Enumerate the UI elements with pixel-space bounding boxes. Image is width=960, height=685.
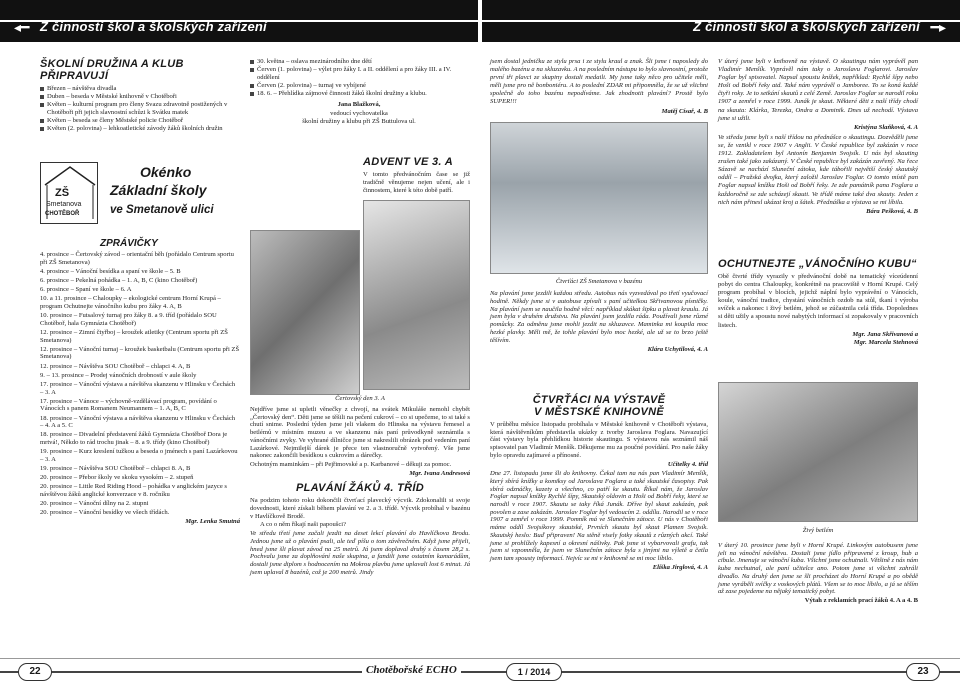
news-item: 20. prosince – Vánoční besídky ve všech třídách. (40, 509, 170, 517)
news-item: 18. prosince – Vánoční výstava a návštěva skanzenu v Hlinsku v Čechách – 4. A a 5. C (40, 414, 236, 430)
paragraph: Nejdříve jsme si upletli věnečky z chvojí, na svátek Mikuláše nemohl chybět „Čertovský den“. Děti jsme se těšili na pečení cukroví – co si upečeme, to si také s chutí snime. Poslední týden jsme jeli vlakem do Hlinska na výstavu řemesel a betlémů v místním muzeu a ve skanzenu nás paní průvodkyně seznámila s vánočními zvyky. Ve vyhrané dílničce jsme si nakreslili obrázek pod vedením paní Lazárkové. Nejmilejší dárek je přece ten vlastnoručně vytvořený. Vše jsme nakonec zakončili besídkou s cukrovím a dárečky. (250, 406, 470, 460)
list-item: 18. 6. – Přehlídka zájmové činnosti žáků školní družiny a klubu. (250, 90, 468, 98)
okenko-title-1: Okénko (140, 164, 192, 180)
footer (0, 658, 960, 684)
arrow-right-icon: ━▸ (930, 20, 946, 36)
news-item: 6. prosince – Spaní ve škole – 6. A (40, 285, 132, 293)
section-title-druzina: ŠKOLNÍ DRUŽINA A KLUB PŘIPRAVUJÍ (40, 58, 184, 82)
news-item: 17. prosince – Vánoční výstava a návštěva skanzenu v Hlinsku v Čechách – 3. A (40, 380, 236, 396)
page-number-right: 23 (906, 663, 940, 681)
advent-column (363, 156, 470, 196)
paragraph: V úterý 10. prosince jsme byli v Horní Krupé. Linkovým autobusem jsme jeli na vánoční návštěvu. Dostali jsme jídlo připravené z kroup, hub a cibule. Jmenuje se vánoční kuba. Všichni jsme ochutnali. Většině z nás nám kuba nechutnal, ale paní učitelce ano. Potom jsme si všichni zahráli divadlo. Na druhý den jsme se šli procházet do Horní Krupé a po obědě jsme vyráběli svíčky z voskových plátů. Všem se to moc líbilo, a já se těším až zase pojedeme na nějaký tematický pobyt. (718, 542, 918, 596)
signature: Mgr. Ivana Andresová (409, 469, 470, 477)
logo-smetanova: Smetanova (46, 201, 82, 208)
signature: Klára Uchytilová, 4. A (647, 345, 708, 353)
news-item: 12. prosince – Návštěva SOU Chotěboř – chlapci 4. A, B (40, 362, 191, 370)
list-item: Květen – kulturní program pro členy Svazu zdravotně postižených v Chotěboři při jejich slavnostní schůzi k Svátku matek (40, 101, 240, 117)
column-2 (250, 58, 468, 126)
column-4-lower (718, 542, 918, 605)
photo-zivy-betlem (718, 382, 918, 522)
footer-rule (0, 671, 960, 673)
signature: Matěj Císař, 4. B (661, 107, 708, 115)
paragraph: Obě čtvrté třídy vyrazily v předvánoční době na tematický víceúdenní pobyt do centra Chaloupky, konkrétně na pracoviště v Horní Krupé. Celý program probíhal v blocích, jejichž náplní bylo vyprávění o Vánocích, koule, vánoční tradice, chystání vánočních ozdob na stůl, tkaní i výroba svíček a nakonec i živý betlém, jehož se zúčastnila celá třída. Dopolednes si děti užily a spoustu nové nabytých informací si zopakovaly v pracovních listech. (718, 273, 918, 329)
section-title-advent: ADVENT VE 3. A (363, 156, 453, 168)
signature: Mgr. Marcela Stehnová (853, 338, 918, 346)
paragraph: Ve středu jsme byli s naší třídou na přednášce o skautingu. Dozvěděli jsme se, že vznikl v roce 1907 v Anglii. V České republice byl zakázán v roce 1912. Zakladatelem byl Antonín Benjamin Svojsík. U nás byl skauting zrušen také jako zakázaný. V České republice byl zakázán zavřený. Na řece Sázavě se nachází Sluneční zátoka, kde tábořili největší český skautský oddíl – Pražská dvojka, který založil Jaroslav Foglar. O tomto místě pan Foglar napsal knížku Hoši od Bobří řeky. Je zde památník pana Foglara a každoročně se zde scházejí skauti. Ve třídě máme také dva skauty. Jeden z nich nám přinesl ukázat kroj a šátek. Přednáška a výstava se mi líbila. (718, 133, 918, 206)
photo-pool (490, 122, 708, 274)
logo-city: CHOTĚBOŘ (45, 211, 80, 217)
list-item: 30. května – oslava mezinárodního dne dětí (250, 58, 468, 66)
list-item: Květen – beseda se členy Městské policie Chotěboř (40, 117, 240, 125)
paragraph: V průběhu měsíce listopadu probíhala v Městské knihovně v Chotěboři výstava, která návštěvníkům představila ukázky z tvorby Jaroslava Foglara. Navazující část výstavy byla přehlídkou historie skautingu. S výstavou nás seznámil náš spisovatel pan Vladimír Menšík. Děkujeme mu za poučné povídání. Pro naše žáky bylo opravdu zajímavé a přínosné. (490, 421, 708, 459)
news-item: 4. prosince – Čertovský závod – orientační běh (pořádalo Centrum sportu při ZŠ Smetanova) (40, 250, 234, 266)
paragraph: jsem dostal jedničku ze stylu prsa i ze stylu kraul a znak. Šli jsme i naposledy do malého bazénu a na skluzavku. A na posledním nástupu to bylo slavnostní, protože první tři plavci ze skupiny dostali medaili. My jsme taky něco pro učitele měli, měli jsme pro ně bonboniéru. A to poslední ZDAR mi připomněla, že se už všichni společně do toho bazénu nepodíváme. Jak zhodnotit plavání? Prostě bylo SUPER!!! (490, 58, 708, 106)
news-item: 10. a 11. prosince – Chaloupky – ekologické centrum Horní Krupá – program Ochutnejte vánočního kubu pro žáky 4. A, B (40, 294, 221, 310)
news-item: 12. prosince – Zimní čtyřboj – kroužek atletiky (Centrum sportu při ZŠ Smetanova) (40, 328, 228, 344)
signature-role: školní družiny a klubu při ZŠ Buttulova ul. (302, 117, 416, 125)
news-item: 20. prosince – Vánoční dílny na 2. stupni (40, 500, 149, 508)
photo-certovsky-den (363, 200, 470, 390)
page-number-left: 22 (18, 663, 52, 681)
news-item: 12. prosince – Vánoční turnaj – kroužek basketbalu (Centrum sportu při ZŠ Smetanova) (40, 345, 240, 361)
header-bar-right (482, 0, 960, 42)
news-item: 10. prosince – Futsalový turnaj pro žáky 8. a 9. tříd (pořádalo SOU Chotěboř, hala Gymnázia Chotěboř) (40, 311, 217, 327)
header-bar-left (0, 0, 478, 42)
news-item: 19. prosince – Kurz kreslení tužkou a beseda o jménech s paní Lazárkovou – 3. A (40, 448, 238, 464)
column-3 (490, 58, 708, 116)
news-item: 20. prosince – Little Red Riding Hood – pohádka v anglickém jazyce s návštěvou žáků anglické konverzace v 8. ročníku (40, 483, 227, 499)
paragraph: Dne 27. listopadu jsme šli do knihovny. Čekal tam na nás pan Vladimír Menšík, který sbírá knížky a komiksy od Jaroslava Foglara a také skautské časopisy. Pak sbírá odznáčky, kazety a všechno, co patří ke skautu. Říkal nám, že Jaroslav Foglar napsal knížky Rychlé šípy, Skautský oldovin a Hoši od Bobří řeky, které se narodil v roce 1907. Skautu se taky říká Junák. Dříve byl skaut zakázán, pak povolen a zase zakázán. Jaroslav Foglar byl vedoucím 2. oddílu. Narodil se v roce 1907 a zemřel v roce 1999. Pomník má ve Slunečním zátoce. U nás v Chotěboři máme oddíl Svojsíkovy skautské, Prvních skautu byl skaut Plamen Svojsík. Skautský heslo: Buď připraven! Na stěně visely fotky skautů z různých akcí. Také jsme si prohlížely kapesní a okresní nášivky. Pak jsme si vybarvovali grafu, tak jsem si vzpomněla, že jsem ve Slunečním zátoce byla s jinými na výletě a četla jsem tam spousty informací. Nejvíc se mi v knihovně se mi moc líbilo. (490, 470, 708, 562)
signature: Učitelky 4. tříd (667, 460, 708, 468)
column-3-mid (490, 290, 708, 353)
signature: Mgr. Lenka Smutná (185, 518, 240, 526)
list-item: Červen (1. polovina) – výlet pro žáky I. a II. oddělení a pro žáky III. a IV. oddělení (250, 66, 468, 82)
section-title-kuba: OCHUTNEJTE „VÁNOČNÍHO KUBU“ (718, 258, 917, 270)
signature: Výtah z reklamích prací žáků 4. A a 4. B (804, 596, 918, 604)
list-item: Květen (2. polovina) – lehkoatletické závody žáků školních družin (40, 125, 240, 133)
paragraph: Ve středu třetí jsme začali jezdit na deset lekcí plavání do Havlíčkova Brodu. Jednou jsme už o plavání psali, ale teď píšu o tom závěrečném. Když jsme přijeli, hned jsme šli plavat závod na 25 metrů. Já jsem doplaval druhý s časem 28,2 s. Pochvalu jsme za doplňování naše skupina, a fandili jsme ostatním kamarádům, dostali jsme diplom s hodnocením na Mokrou plavbu jsme uplavali lost 6 minut. Já jsem uplaval 8 bazénů, což je 200 metrů. Jindy (250, 530, 470, 576)
photo-caption: Čtvrťáci ZŠ Smetanova v bazénu (555, 278, 643, 285)
column-4-mid (718, 258, 918, 347)
signature: Eliška Jirglová, 4. A (652, 563, 708, 571)
header-title-left: Z činnosti škol a školských zařízení (40, 19, 267, 34)
column-2-lower (250, 406, 470, 577)
section-title-vystava-1: ČTVRŤÁCI NA VÝSTAVĚ (532, 394, 666, 406)
okenko-heading (40, 156, 240, 226)
signature-role: vedoucí vychovatelka (330, 109, 388, 117)
column-3-lower (490, 394, 708, 571)
header-title-right: Z činnosti škol a školských zařízení (693, 19, 920, 34)
section-title-plavani: PLAVÁNÍ ŽÁKŮ 4. TŘÍD (295, 482, 425, 495)
news-item: 17. prosince – Vánoce – výchovně-vzdělávací program, povídání o Vánocích s panem Romanem Neumannem – 1. A, B, C (40, 397, 217, 413)
photo-caption: Čertovský den 3. A (335, 395, 385, 402)
column-4 (718, 58, 918, 216)
paragraph: V úterý jsme byli v knihovně na výstavě. O skautingu nám vyprávěl pan Vladimír Menšík. Vyprávěl nám taky o Jaroslavu Foglarovi. Jaroslav Foglar byl spisovatel. Napsal spoustu knížek, například: Rychlé šípy nebo Hoši od Bobří řeky atd. Také nám vyprávěl o Jamboree. To se koná každé čtyři roky. Je to setkání skautů z celé Země. Jaroslav Foglar se narodil roku 1907 a zemřel v roce 1999. Junák je skaut. Některé děti z naší třídy chodí na skauta: Klárka, Terezka, Ondra a Dominik. Dnes už nechodí. Výstava jsme si užili. (718, 58, 918, 122)
list-item: Březen – návštěva divadla (40, 85, 240, 93)
photo-caption: Živý betlém (802, 527, 834, 534)
news-item: 6. prosince – Pekelná pohádka – 1. A, B, C (kino Chotěboř) (40, 276, 198, 284)
news-item: 20. prosince – Přebor školy ve skoku vysokém – 2. stupeň (40, 474, 194, 482)
list-item: Duben – beseda v Městské knihovně v Chotěboři (40, 93, 240, 101)
photo-stairs (250, 230, 360, 395)
paragraph: A co o něm říkají naši papoušci? (260, 521, 347, 529)
section-title-vystava-2: V MĚSTSKÉ KNIHOVNĚ (533, 406, 665, 418)
signature: Kristýna Slaňková, 4. A (853, 123, 918, 131)
news-item: 19. prosince – Návštěva SOU Chotěboř – chlapci 8. A, B (40, 465, 191, 473)
news-item: 9. – 13. prosince – Prodej vánočních drobností v aule školy (40, 371, 197, 379)
news-item: 18. prosince – Divadelní představení žáků Gymnázia Chotěboř Dora je mrtvá!, Někdo to rád trochu jinak – 8. a 9. třídy (kino Chotěboř) (40, 431, 228, 447)
okenko-title-3: ve Smetanově ulici (110, 204, 214, 216)
column-1 (40, 58, 240, 134)
zpravicky-column (40, 240, 240, 526)
signature: Bára Pešková, 4. B (866, 207, 918, 215)
arrow-left-icon: ◂━ (14, 20, 30, 36)
paragraph: Na plavání jsme jezdili každou středu. Autobus nás vyzvedával po třetí vyučovací hodině. Někdy jsme si v autobuse zpívali s paní učitelkou Skřivanovou písničky. Na plavání jsem se naučila hodně věcí: například skákat šipku a plavat kraulu. Já jsem byla v druhém družstvu. Na plavání jsem jezdila ráda. Používali jsme různé pomůcky. Za odměnu jsme mohli jezdit na skluzavce. Maminka mi koupila moc hezké plavky. Měli mě, že tohle plavání bylo moc hezké, ale už se to brzo ještě těšívím. (490, 290, 708, 344)
school-logo (40, 162, 98, 224)
okenko-title-2: Základní školy (110, 182, 207, 198)
paragraph: Ochotným maminkám – při Pejřimovské a p. Karbanové – děkuji za pomoc. (250, 460, 452, 468)
paragraph: V tomto předvánočním čase se již tradičně věnujeme nejen učení, ale i činnostem, které k této době patří. (363, 171, 470, 195)
list-item: Červen (2. polovina) – turnaj ve vybíjené (250, 82, 468, 90)
news-item: 4. prosince – Vánoční besídka a spaní ve škole – 5. B (40, 267, 181, 275)
footer-brand: Chotěbořské ECHO (362, 664, 461, 676)
footer-issue: 1 / 2014 (506, 663, 562, 681)
paragraph: Na podzim tohoto roku dokončili čtvrťací plavecký výcvik. Zdokonalili si svoje dovednosti, které získali během plavání ve 2. a 3. třídě. Výcvik probíhal v bazénu v Havlíčkově Brodě. (250, 497, 470, 520)
signature-name: Jana Blažková, (337, 101, 381, 109)
zpravicky-title: ZPRÁVIČKY (100, 238, 158, 249)
signature: Mgr. Jana Skřivanová a (852, 330, 918, 338)
logo-zs: ZŠ (55, 187, 70, 199)
